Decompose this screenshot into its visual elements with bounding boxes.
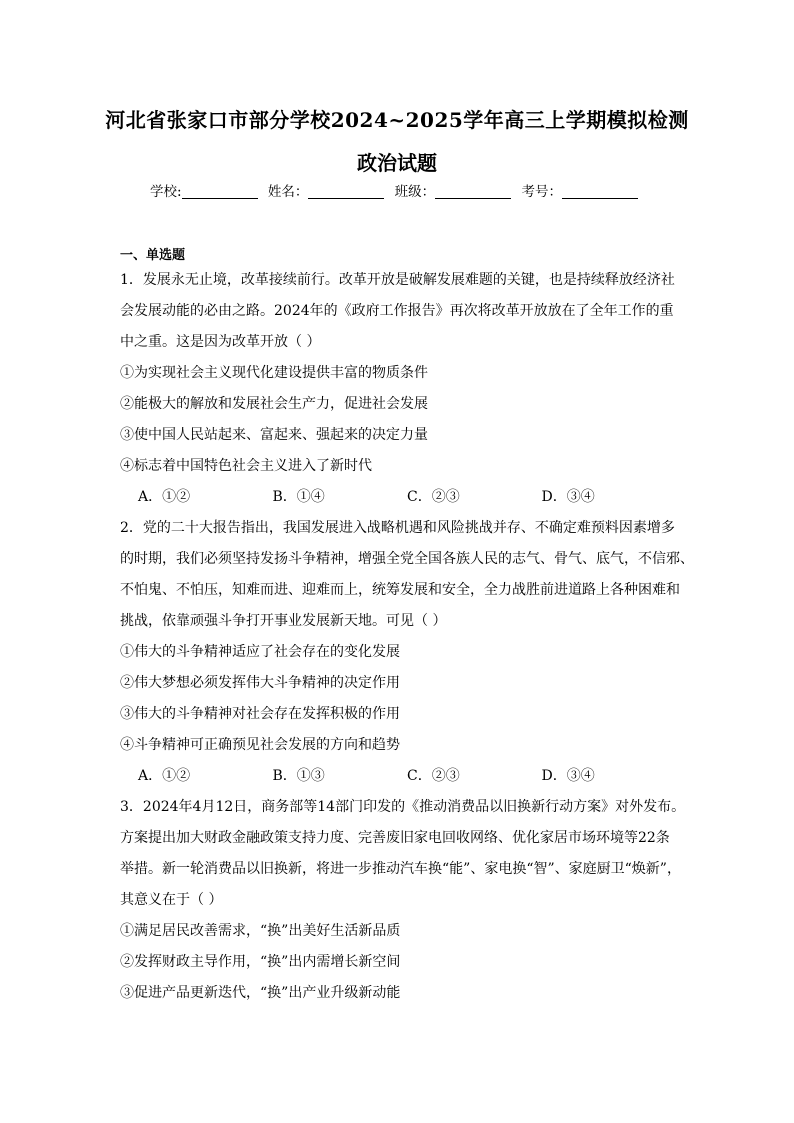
questions-body: [120, 265, 694, 1009]
answer-options: [120, 482, 676, 513]
answer-options: [120, 761, 676, 792]
option-d[interactable]: D．③④: [541, 489, 595, 505]
question-stem-line: 不怕鬼、不怕压，知难而进、迎难而上，统筹发展和安全，全力战胜前进道路上各种困难和: [120, 582, 680, 598]
statement-item: ①满足居民改善需求，“换”出美好生活新品质: [120, 923, 401, 939]
school-blank[interactable]: [182, 184, 258, 199]
school-label: 学校:: [150, 184, 182, 200]
exam-title: 河北省张家口市部分学校2024~2025学年高三上学期模拟检测: [105, 108, 689, 132]
statement-item: ①为实现社会主义现代化建设提供丰富的物质条件: [120, 365, 428, 381]
option-b[interactable]: B．①④: [272, 489, 325, 505]
question-stem-line: 方案提出加大财政金融政策支持力度、完善废旧家电回收网络、优化家居市场环境等22条: [120, 830, 670, 846]
question-stem-line: 会发展动能的必由之路。2024年的《政府工作报告》再次将改革开放放在了全年工作的重: [120, 303, 674, 319]
class-blank[interactable]: [435, 184, 511, 199]
question-stem-line: 1．发展永无止境，改革接续前行。改革开放是破解发展难题的关键，也是持续释放经济社: [120, 272, 675, 288]
question-3: [120, 792, 686, 1009]
statement-item: ②伟大梦想必须发挥伟大斗争精神的决定作用: [120, 675, 400, 691]
question-stem-line: 的时期，我们必须坚持发扬斗争精神，增强全党全国各族人民的志气、骨气、底气，不信邪、: [120, 551, 694, 567]
exam-subtitle: 政治试题: [357, 151, 437, 175]
statement-item: ②能极大的解放和发展社会生产力，促进社会发展: [120, 396, 428, 412]
option-a[interactable]: A．①②: [138, 768, 191, 784]
statement-item: ④斗争精神可正确预见社会发展的方向和趋势: [120, 737, 400, 753]
option-c[interactable]: C．②③: [407, 489, 460, 505]
question-stem-line: 其意义在于（ ）: [120, 892, 223, 908]
name-blank[interactable]: [308, 184, 384, 199]
name-label: 姓名：: [267, 184, 309, 200]
section-title: 一、单选题: [120, 248, 186, 263]
exam-number-blank[interactable]: [562, 184, 638, 199]
question-1: [120, 265, 676, 513]
statement-item: ③促进产品更新迭代，“换”出产业升级新动能: [120, 985, 401, 1001]
option-c[interactable]: C．②③: [407, 768, 460, 784]
option-b[interactable]: B．①③: [272, 768, 325, 784]
question-stem-line: 中之重。这是因为改革开放（ ）: [120, 334, 321, 350]
statement-item: ①伟大的斗争精神适应了社会存在的变化发展: [120, 644, 400, 660]
statement-item: ④标志着中国特色社会主义进入了新时代: [120, 458, 372, 474]
option-a[interactable]: A．①②: [138, 489, 191, 505]
option-d[interactable]: D．③④: [541, 768, 595, 784]
exam-number-label: 考号：: [521, 184, 562, 200]
question-2: [120, 513, 694, 792]
statement-item: ③伟大的斗争精神对社会存在发挥积极的作用: [120, 706, 400, 722]
statement-item: ③使中国人民站起来、富起来、强起来的决定力量: [120, 427, 428, 443]
question-stem-line: 举措。新一轮消费品以旧换新，将进一步推动汽车换“能”、家电换“智”、家庭厨卫“焕新”，: [120, 861, 681, 877]
student-info-line: [0, 180, 794, 200]
statement-item: ②发挥财政主导作用，“换”出内需增长新空间: [120, 954, 401, 970]
question-stem-line: 2．党的二十大报告指出，我国发展进入战略机遇和风险挑战并存、不确定难预料因素增多: [120, 520, 675, 536]
question-stem-line: 挑战，依靠顽强斗争打开事业发展新天地。可见（ ）: [120, 613, 447, 629]
class-label: 班级：: [394, 184, 436, 200]
question-stem-line: 3．2024年4月12日，商务部等14部门印发的《推动消费品以旧换新行动方案》对外发布。: [120, 799, 686, 815]
